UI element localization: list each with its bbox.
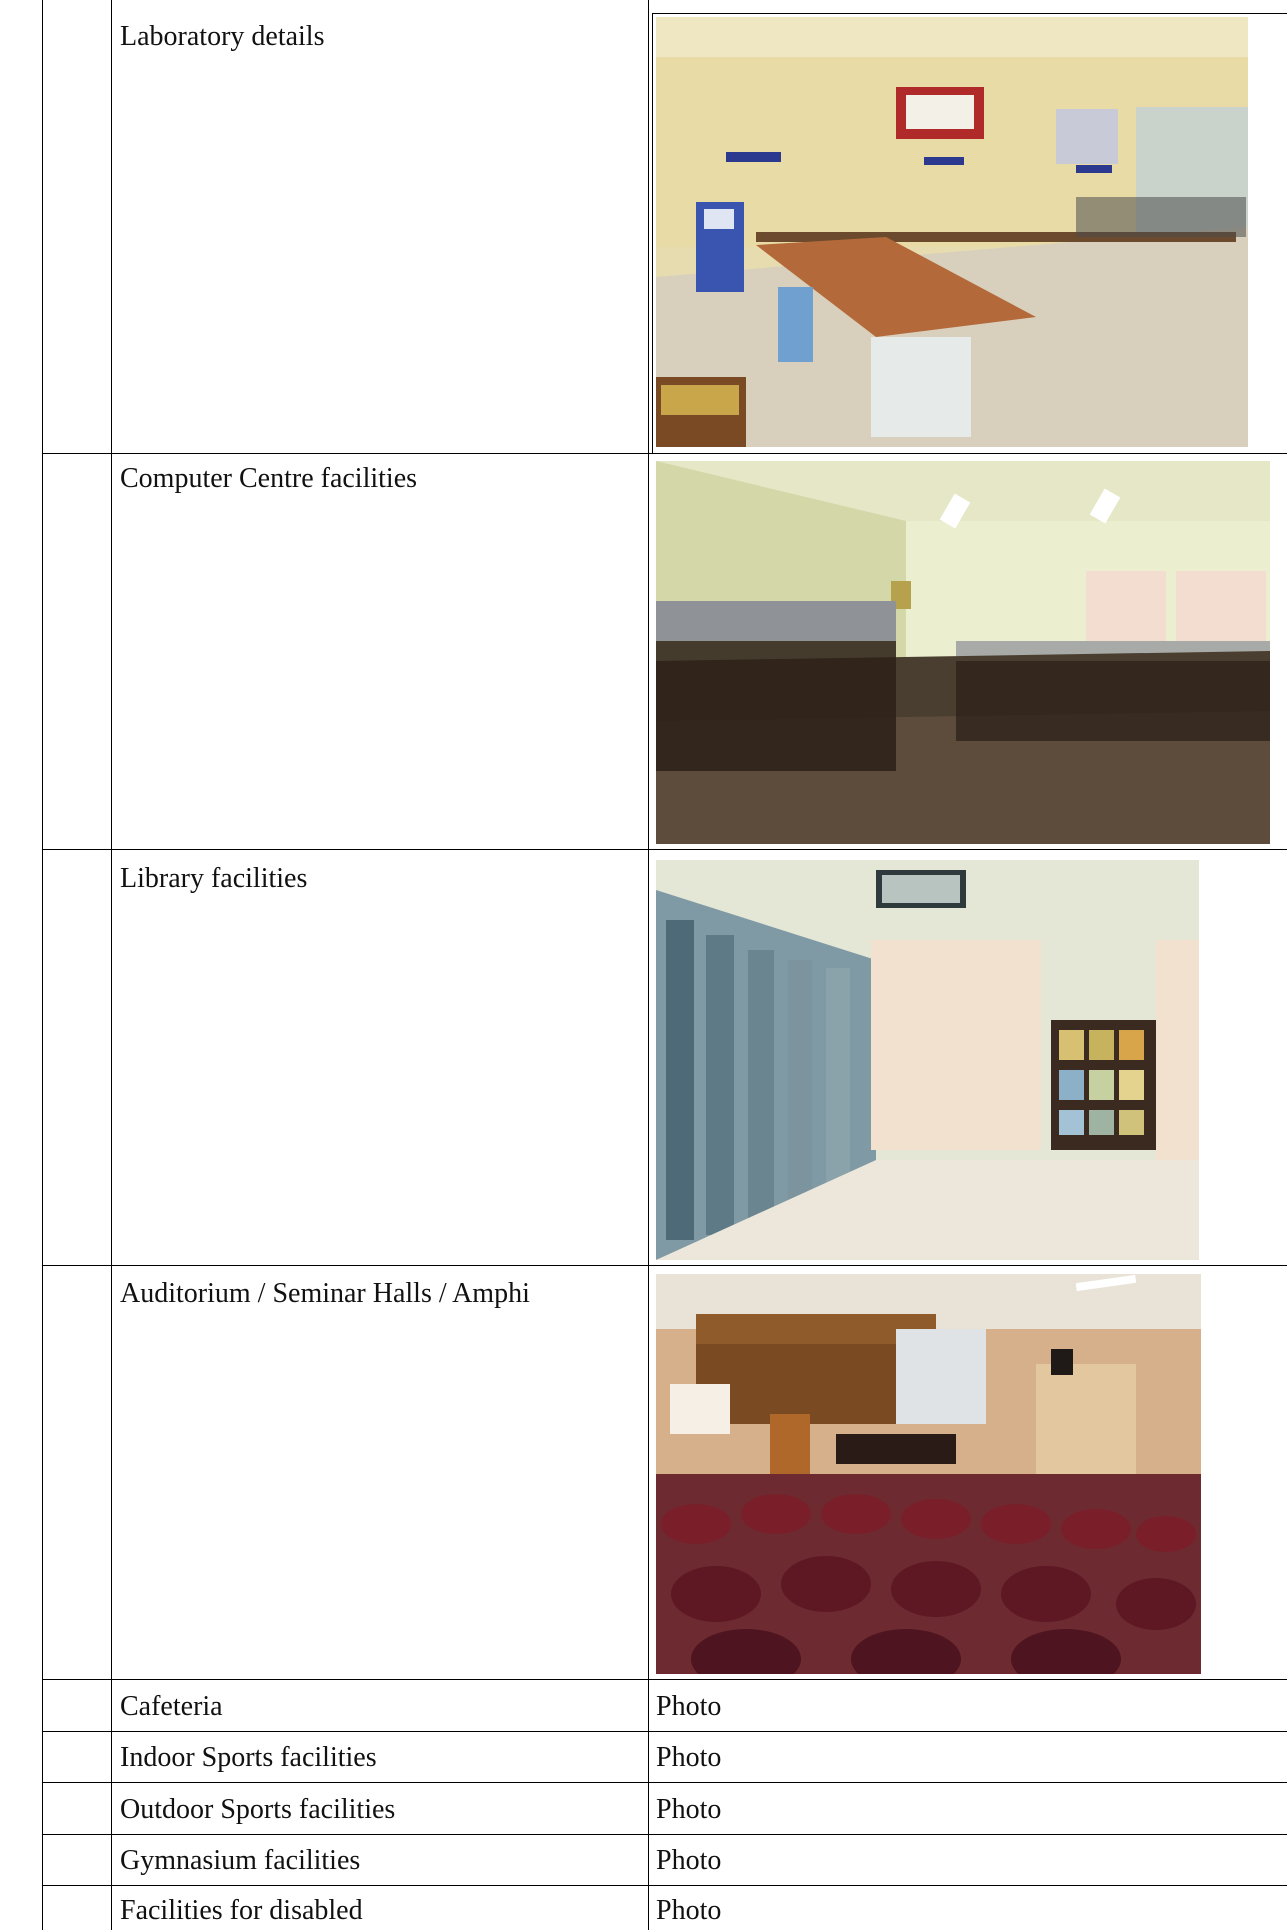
row-label: Cafeteria — [120, 1691, 223, 1722]
row-label: Laboratory details — [120, 21, 325, 52]
photo-frame-left — [652, 13, 653, 453]
row-label: Outdoor Sports facilities — [120, 1794, 396, 1825]
laboratory-photo — [656, 17, 1248, 447]
computer-centre-photo — [656, 461, 1270, 844]
row-divider — [42, 1679, 1287, 1680]
row-divider — [42, 849, 1287, 850]
table-border-middle — [111, 0, 112, 1930]
row-label: Gymnasium facilities — [120, 1845, 361, 1876]
row-divider — [42, 453, 1287, 454]
row-photo-value: Photo — [656, 1845, 722, 1876]
table-border-right-col — [648, 0, 649, 1930]
row-label: Auditorium / Seminar Halls / Amphi — [120, 1278, 530, 1309]
row-divider — [42, 1731, 1287, 1732]
row-photo-value: Photo — [656, 1742, 722, 1773]
row-photo-value: Photo — [656, 1895, 722, 1926]
row-divider — [42, 1885, 1287, 1886]
row-label: Computer Centre facilities — [120, 463, 418, 494]
table-border-left — [42, 0, 43, 1930]
row-divider — [42, 1782, 1287, 1783]
auditorium-photo — [656, 1274, 1201, 1674]
row-label: Indoor Sports facilities — [120, 1742, 377, 1773]
library-photo — [656, 860, 1199, 1260]
row-label: Library facilities — [120, 863, 308, 894]
row-divider — [42, 1834, 1287, 1835]
row-photo-value: Photo — [656, 1691, 722, 1722]
photo-frame-top — [652, 13, 1287, 14]
row-label: Facilities for disabled — [120, 1895, 363, 1926]
row-divider — [42, 1265, 1287, 1266]
row-photo-value: Photo — [656, 1794, 722, 1825]
